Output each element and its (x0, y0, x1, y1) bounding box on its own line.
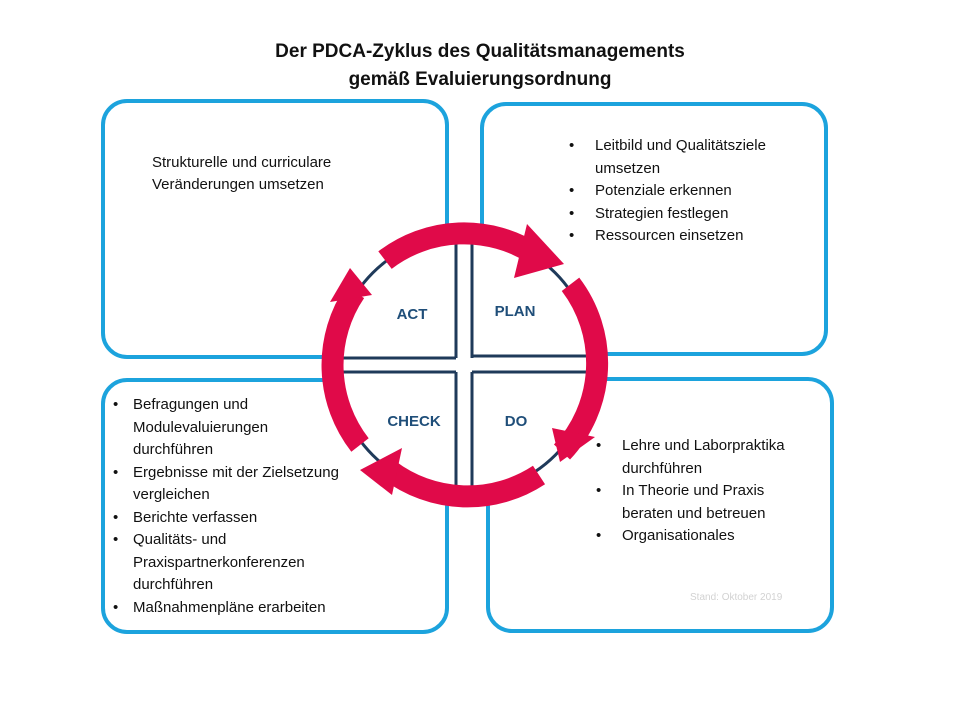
list-item: • Ergebnisse mit der Zielsetzung vergleichen (110, 462, 383, 507)
list-item: • Qualitäts- und Praxispartnerkonferenzen durchführen (110, 529, 348, 597)
act-description-line-1: Strukturelle und curriculare (152, 154, 332, 171)
list-item: • Potenziale erkennen (563, 180, 803, 203)
act-description-line-2: Veränderungen umsetzen (152, 176, 324, 193)
phase-do: DO (504, 413, 528, 430)
list-item: • In Theorie und Praxis beraten und betreuen (590, 480, 807, 525)
stand-note: Stand: Oktober 2019 (690, 592, 783, 603)
list-item: • Berichte verfassen (110, 507, 440, 530)
phase-act: ACT (396, 306, 428, 323)
list-item: • Organisationales (590, 525, 830, 548)
list-item: • Maßnahmenpläne erarbeiten (110, 597, 440, 620)
list-item: • Lehre und Laborpraktika durchführen (590, 435, 822, 480)
list-item: • Leitbild und Qualitätsziele umsetzen (563, 135, 795, 180)
list-item: • Ressourcen einsetzen (563, 225, 803, 248)
phase-plan: PLAN (494, 303, 536, 320)
arrow-to-plan-icon (514, 224, 564, 278)
list-item: • Befragungen und Modulevaluierungen durchführen (110, 394, 298, 462)
list-item: • Strategien festlegen (563, 203, 803, 226)
title-line-2: gemäß Evaluierungsordnung (348, 69, 612, 90)
title-line-1: Der PDCA-Zyklus des Qualitätsmanagements (275, 41, 685, 62)
phase-check: CHECK (387, 413, 441, 430)
